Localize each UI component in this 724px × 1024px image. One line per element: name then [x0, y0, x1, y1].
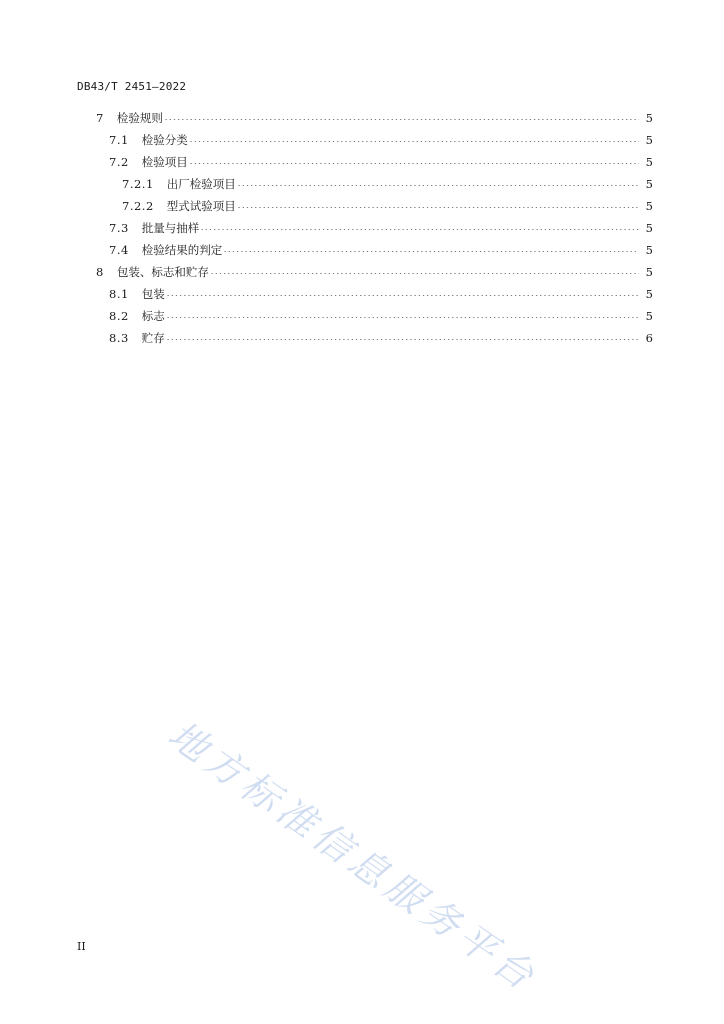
toc-entry-number: 7.2	[109, 155, 129, 169]
toc-entry[interactable]	[122, 174, 653, 194]
toc-entry-title: 检验规则	[116, 111, 163, 125]
toc-entry[interactable]	[122, 196, 653, 216]
toc-dot-leader	[166, 317, 639, 318]
toc-entry[interactable]	[109, 130, 653, 150]
toc-entry-title: 检验分类	[141, 133, 188, 147]
toc-entry-page: 5	[645, 265, 653, 279]
toc-entry[interactable]	[96, 108, 653, 128]
toc-entry[interactable]	[109, 306, 653, 326]
toc-entry-title: 检验项目	[141, 155, 188, 169]
watermark-text: 地方标准信息服务平台	[160, 712, 547, 1001]
toc-entry-title: 出厂检验项目	[166, 177, 236, 191]
toc-entry-number: 8.2	[109, 309, 129, 323]
toc-entry-number: 7	[96, 111, 104, 125]
toc-entry[interactable]	[109, 218, 653, 238]
toc-entry[interactable]	[96, 262, 653, 282]
toc-dot-leader	[189, 141, 639, 142]
toc-entry-page: 6	[645, 331, 653, 345]
toc-entry-title: 包装	[141, 287, 165, 301]
toc-entry-page: 5	[645, 155, 653, 169]
toc-dot-leader	[164, 119, 639, 120]
toc-entry-number: 7.2.2	[122, 199, 154, 213]
toc-entry-page: 5	[645, 111, 653, 125]
toc-dot-leader	[166, 339, 639, 340]
toc-entry[interactable]	[109, 328, 653, 348]
toc-entry-number: 8.3	[109, 331, 129, 345]
toc-dot-leader	[166, 295, 639, 296]
toc-entry[interactable]	[109, 284, 653, 304]
toc-entry-page: 5	[645, 287, 653, 301]
document-id-header: DB43/T 2451—2022	[77, 80, 187, 93]
toc-entry[interactable]	[109, 152, 653, 172]
toc-entry-number: 7.3	[109, 221, 129, 235]
toc-dot-leader	[223, 251, 639, 252]
toc-dot-leader	[237, 207, 639, 208]
toc-entry-title: 标志	[141, 309, 165, 323]
toc-entry-number: 8	[96, 265, 104, 279]
toc-entry-title: 型式试验项目	[166, 199, 236, 213]
toc-entry-title: 检验结果的判定	[141, 243, 223, 257]
toc-entry-page: 5	[645, 133, 653, 147]
page-number-footer: II	[77, 940, 86, 953]
toc-entry-page: 5	[645, 199, 653, 213]
toc-dot-leader	[200, 229, 639, 230]
toc-dot-leader	[189, 163, 639, 164]
toc-entry-title: 贮存	[141, 331, 165, 345]
toc-entry-number: 8.1	[109, 287, 129, 301]
toc-entry-title: 包装、标志和贮存	[116, 265, 209, 279]
toc-dot-leader	[210, 273, 639, 274]
toc-entry[interactable]	[109, 240, 653, 260]
toc-entry-page: 5	[645, 177, 653, 191]
toc-entry-number: 7.2.1	[122, 177, 154, 191]
toc-dot-leader	[237, 185, 639, 186]
toc-entry-number: 7.1	[109, 133, 129, 147]
toc-entry-number: 7.4	[109, 243, 129, 257]
toc-entry-page: 5	[645, 243, 653, 257]
toc-entry-page: 5	[645, 309, 653, 323]
toc-entry-title: 批量与抽样	[141, 221, 200, 235]
toc-entry-page: 5	[645, 221, 653, 235]
